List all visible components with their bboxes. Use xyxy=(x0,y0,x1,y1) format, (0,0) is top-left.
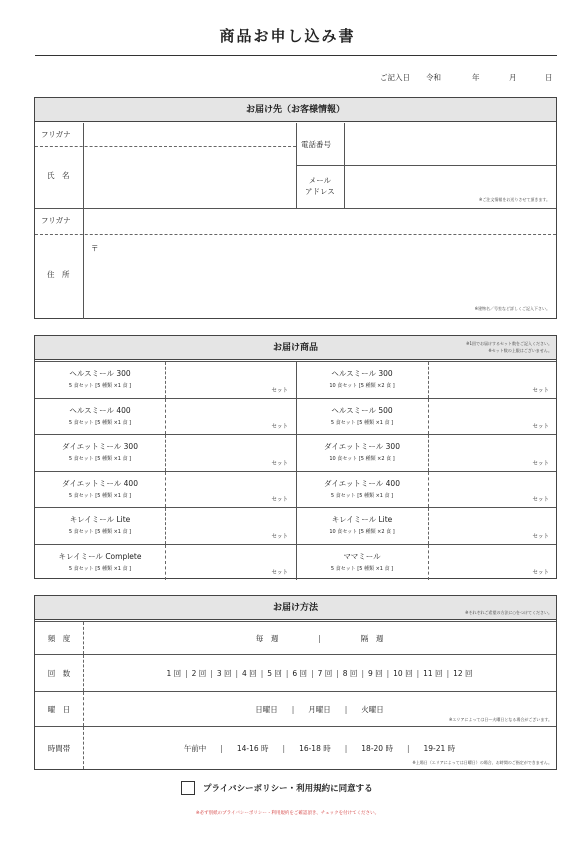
product-name: ダイエットミール 300 xyxy=(324,442,400,451)
quantity-input[interactable] xyxy=(165,362,295,398)
method-option[interactable]: 6 回 xyxy=(292,668,308,678)
date-era: 令和 xyxy=(426,73,441,82)
option-separator: | xyxy=(235,668,239,678)
product-item xyxy=(35,435,165,471)
product-item xyxy=(296,508,428,544)
column-divider xyxy=(296,399,297,435)
column-divider xyxy=(296,435,297,471)
method-row-label: 頻 度 xyxy=(47,633,71,643)
method-option[interactable]: 16-18 時 xyxy=(299,743,331,753)
method-option[interactable]: 14-16 時 xyxy=(236,743,269,753)
product-row xyxy=(35,398,556,435)
product-row xyxy=(35,471,556,508)
option-separator: | xyxy=(386,668,390,678)
product-name: キレイミール Complete xyxy=(58,551,142,561)
delivery-address-section xyxy=(34,97,557,319)
option-separator: | xyxy=(344,704,348,714)
method-row-label: 回 数 xyxy=(47,668,71,678)
product-item xyxy=(35,399,165,435)
method-row-note: ※上場日（エリアによっては日曜日）の場合、お時間のご指定ができません。 xyxy=(412,760,552,765)
method-row-label: 曜 日 xyxy=(47,704,71,714)
furigana-divider xyxy=(35,146,296,147)
method-option[interactable]: 1 回 xyxy=(166,668,182,678)
method-option[interactable]: 7 回 xyxy=(317,668,333,678)
product-item xyxy=(35,508,165,544)
option-separator: | xyxy=(282,743,286,753)
title-divider xyxy=(35,55,557,56)
product-item xyxy=(35,545,165,581)
method-option[interactable]: 隔 週 xyxy=(360,633,384,643)
date-day-label: 日 xyxy=(545,73,553,82)
method-option[interactable]: 11 回 xyxy=(423,668,443,678)
products-note-2: ※セット数の上限はございません。 xyxy=(488,348,552,353)
product-name: ダイエットミール 400 xyxy=(62,478,138,488)
products-heading xyxy=(35,336,556,360)
method-option[interactable]: 10 回 xyxy=(393,668,413,678)
quantity-input[interactable] xyxy=(428,545,556,581)
furigana-label: フリガナ xyxy=(41,130,71,139)
delivery-method-section xyxy=(34,595,557,770)
method-heading-text: お届け方法 xyxy=(272,603,318,613)
phone-value-divider xyxy=(344,123,345,209)
date-label: ご記入日 xyxy=(380,73,410,82)
method-option[interactable]: 2 回 xyxy=(191,668,207,678)
method-option[interactable]: 月曜日 xyxy=(308,704,331,714)
method-row xyxy=(35,654,556,691)
product-name: ヘルスミール 500 xyxy=(331,405,393,415)
agreement-row xyxy=(181,781,373,795)
product-set-desc: 10 食セット [5 種類 ×2 食 ] xyxy=(329,529,395,535)
method-option[interactable]: 日曜日 xyxy=(255,704,278,714)
product-set-desc: 5 食セット [5 種類 ×1 食 ] xyxy=(68,565,132,572)
product-item xyxy=(296,399,428,435)
products-note-1: ※1回でお届けするセット数をご記入ください。 xyxy=(466,341,552,346)
set-unit-label: セット xyxy=(532,570,549,576)
product-set-desc: 5 食セット [5 種類 ×1 食 ] xyxy=(330,492,394,499)
furigana-address-label: フリガナ xyxy=(41,216,71,225)
product-set-desc: 10 食セット [5 種類 ×2 食 ] xyxy=(329,383,395,389)
set-unit-label: セット xyxy=(271,533,288,540)
quantity-input[interactable] xyxy=(165,399,295,435)
products-section xyxy=(34,335,557,579)
method-option[interactable]: 午前中 xyxy=(183,743,207,753)
furigana-address-divider xyxy=(35,234,556,235)
quantity-input[interactable] xyxy=(428,508,556,544)
quantity-input[interactable] xyxy=(428,362,556,398)
phone-label: 電話番号 xyxy=(301,140,331,149)
set-unit-label: セット xyxy=(532,387,549,394)
method-row xyxy=(35,726,556,769)
quantity-input[interactable] xyxy=(165,545,295,581)
column-divider xyxy=(296,362,297,398)
method-option[interactable]: 5 回 xyxy=(267,668,282,678)
date-month-label: 月 xyxy=(509,73,517,82)
postal-mark: 〒 xyxy=(91,244,99,253)
option-separator: | xyxy=(446,668,450,678)
option-separator: | xyxy=(210,668,213,678)
method-option[interactable]: 12 回 xyxy=(453,668,473,678)
name-input[interactable] xyxy=(85,148,295,208)
product-name: ヘルスミール 300 xyxy=(69,369,131,378)
method-note: ※それぞれご希望の方法に○をつけてください。 xyxy=(465,610,552,615)
quantity-input[interactable] xyxy=(428,472,556,508)
product-name: ママミール xyxy=(343,551,381,561)
set-unit-label: セット xyxy=(271,497,288,503)
product-set-desc: 10 食セット [5 種類 ×2 食 ] xyxy=(329,456,395,462)
product-set-desc: 5 食セット [5 種類 ×1 食 ] xyxy=(68,529,132,535)
name-label: 氏 名 xyxy=(47,171,70,180)
option-separator: | xyxy=(344,743,348,753)
product-name: キレイミール Lite xyxy=(331,515,393,524)
option-separator: | xyxy=(291,704,295,714)
product-name: キレイミール Lite xyxy=(69,515,131,524)
furigana-input[interactable] xyxy=(85,124,295,144)
option-separator: | xyxy=(318,633,321,643)
product-item xyxy=(35,362,165,398)
set-unit-label: セット xyxy=(532,424,549,430)
product-set-desc: 5 食セット [5 種類 ×1 食 ] xyxy=(68,492,132,499)
label-column-divider xyxy=(83,123,84,319)
option-separator: | xyxy=(185,668,188,678)
method-option[interactable]: 19-21 時 xyxy=(423,743,456,753)
agree-checkbox[interactable] xyxy=(181,781,195,795)
method-options xyxy=(83,622,556,654)
method-option[interactable]: 4 回 xyxy=(242,668,257,678)
option-separator: | xyxy=(220,743,223,753)
address-label: 住 所 xyxy=(47,270,70,279)
address-note: ※建物名／号室など詳しくご記入下さい。 xyxy=(474,306,550,311)
agreement-note: ※必ず別紙のプライバシーポリシー・利用規約をご確認頂き、チェックを付けてください。 xyxy=(195,811,380,816)
set-unit-label: セット xyxy=(532,533,549,540)
option-separator: | xyxy=(260,668,264,678)
quantity-input[interactable] xyxy=(165,435,295,471)
product-set-desc: 5 食セット [5 種類 ×1 食 ] xyxy=(330,419,394,426)
product-set-desc: 5 食セット [5 種類 ×1 食 ] xyxy=(68,456,132,462)
method-option[interactable]: 火曜日 xyxy=(361,704,384,714)
product-name: ダイエットミール 400 xyxy=(324,478,400,488)
column-divider xyxy=(296,472,297,508)
column-divider xyxy=(296,545,297,581)
page-title: 商品お申し込み書 xyxy=(219,27,356,45)
set-unit-label: セット xyxy=(532,497,549,503)
quantity-input[interactable] xyxy=(428,435,556,471)
product-item xyxy=(296,472,428,508)
option-separator: | xyxy=(285,668,289,678)
option-separator: | xyxy=(406,743,410,753)
product-set-desc: 5 食セット [5 種類 ×1 食 ] xyxy=(330,565,394,572)
method-option[interactable]: 9 回 xyxy=(367,668,383,678)
option-separator: | xyxy=(361,668,364,678)
set-unit-label: セット xyxy=(271,387,288,394)
product-row xyxy=(35,507,556,544)
option-separator: | xyxy=(416,668,420,678)
set-unit-label: セット xyxy=(271,424,288,430)
product-name: ヘルスミール 400 xyxy=(69,405,131,415)
product-set-desc: 5 食セット [5 種類 ×1 食 ] xyxy=(68,383,132,389)
phone-input[interactable] xyxy=(346,124,554,164)
product-name: ヘルスミール 300 xyxy=(331,369,393,378)
quantity-input[interactable] xyxy=(165,508,295,544)
product-item xyxy=(35,472,165,508)
product-item xyxy=(296,435,428,471)
method-row-label: 時間帯 xyxy=(47,743,71,753)
method-row xyxy=(35,621,556,654)
method-option[interactable]: 3 回 xyxy=(216,668,232,678)
address-input[interactable] xyxy=(85,236,553,316)
product-row xyxy=(35,361,556,398)
products-heading-text: お届け商品 xyxy=(272,343,318,353)
method-options xyxy=(83,655,556,691)
product-item xyxy=(296,545,428,581)
quantity-input[interactable] xyxy=(428,399,556,435)
option-separator: | xyxy=(311,668,314,678)
method-row xyxy=(35,691,556,726)
method-option[interactable]: 毎 週 xyxy=(255,633,279,643)
phone-divider xyxy=(296,165,557,166)
phone-column-divider xyxy=(296,123,297,209)
product-name: ダイエットミール 300 xyxy=(62,442,138,451)
address-heading: お届け先（お客様情報） xyxy=(35,98,556,122)
product-row xyxy=(35,434,556,471)
method-row-note: ※エリアによっては日〜火曜日となる場合がございます。 xyxy=(448,717,552,722)
method-option[interactable]: 8 回 xyxy=(342,668,358,678)
furigana-address-input[interactable] xyxy=(85,210,553,232)
product-item xyxy=(296,362,428,398)
set-unit-label: セット xyxy=(271,460,288,467)
address-row-divider xyxy=(35,208,556,209)
date-year-label: 年 xyxy=(472,73,480,82)
quantity-input[interactable] xyxy=(165,472,295,508)
mail-label: メール アドレス xyxy=(305,176,335,196)
option-separator: | xyxy=(336,668,339,678)
product-row xyxy=(35,544,556,581)
method-option[interactable]: 18-20 時 xyxy=(361,743,393,753)
set-unit-label: セット xyxy=(532,460,549,467)
column-divider xyxy=(296,508,297,544)
mail-note: ※ご注文情報をお送りさせて頂きます。 xyxy=(478,197,550,202)
product-set-desc: 5 食セット [5 種類 ×1 食 ] xyxy=(68,419,132,426)
method-heading xyxy=(35,596,556,620)
agree-label: プライバシーポリシー・利用規約に同意する xyxy=(203,784,373,794)
set-unit-label: セット xyxy=(271,570,288,576)
